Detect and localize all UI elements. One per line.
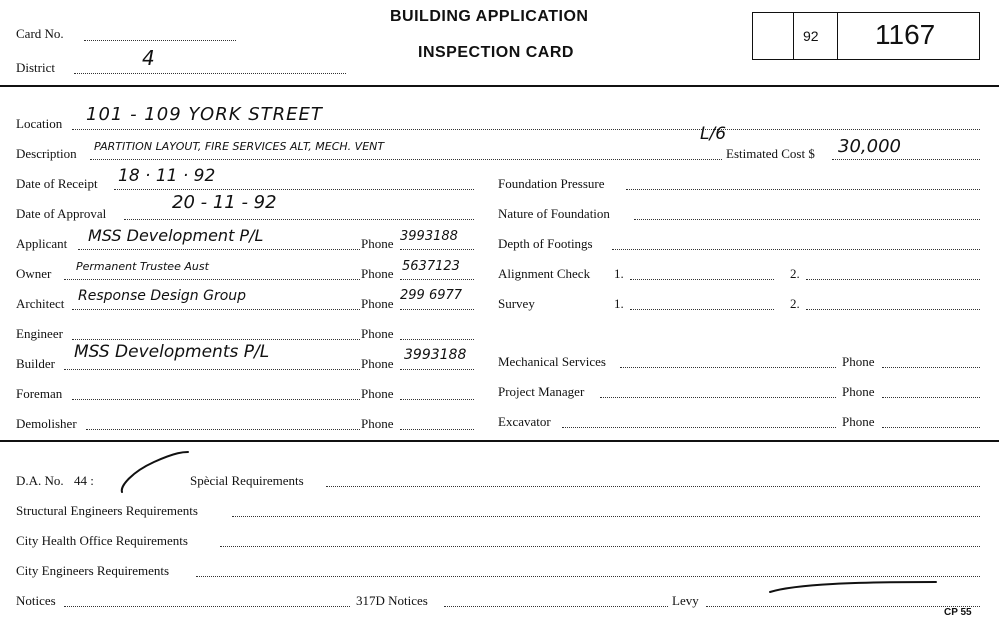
alignment-1-line bbox=[630, 279, 774, 280]
alignment-2-label: 2. bbox=[790, 266, 800, 281]
box-number: 1167 bbox=[875, 19, 936, 50]
location-value: 101 - 109 YORK STREET bbox=[86, 104, 323, 125]
survey-label: Survey bbox=[498, 296, 535, 311]
project-manager-label: Project Manager bbox=[498, 384, 585, 399]
mechanical-phone-label: Phone bbox=[842, 354, 875, 369]
architect-value: Response Design Group bbox=[78, 288, 247, 304]
special-requirements-label: Spècial Requirements bbox=[190, 473, 304, 488]
levy-label: Levy bbox=[672, 593, 699, 608]
form-title-line2: INSPECTION CARD bbox=[418, 44, 574, 61]
builder-phone-line bbox=[400, 369, 474, 370]
applicant-phone-line bbox=[400, 249, 474, 250]
survey-2-label: 2. bbox=[790, 296, 800, 311]
date-receipt-label: Date of Receipt bbox=[16, 176, 98, 191]
notices-317d-line bbox=[444, 606, 668, 607]
foreman-phone-line bbox=[400, 399, 474, 400]
estimated-cost-line bbox=[832, 159, 980, 160]
mechanical-services-label: Mechanical Services bbox=[498, 354, 606, 369]
builder-line bbox=[64, 369, 360, 370]
foreman-phone-label: Phone bbox=[361, 386, 394, 401]
estimated-cost-value: 30,000 bbox=[838, 136, 901, 157]
box-year: 92 bbox=[803, 28, 819, 44]
owner-label: Owner bbox=[16, 266, 52, 281]
architect-phone-line bbox=[400, 309, 474, 310]
owner-line bbox=[64, 279, 360, 280]
architect-label: Architect bbox=[16, 296, 65, 311]
excavator-phone-label: Phone bbox=[842, 414, 875, 429]
builder-phone-label: Phone bbox=[361, 356, 394, 371]
project-manager-phone-line bbox=[882, 397, 980, 398]
mechanical-phone-line bbox=[882, 367, 980, 368]
mechanical-services-line bbox=[620, 367, 836, 368]
owner-value: Permanent Trustee Aust bbox=[76, 260, 209, 273]
depth-footings-line bbox=[612, 249, 980, 250]
details-divider bbox=[0, 440, 999, 442]
description-label: Description bbox=[16, 146, 77, 161]
engineer-phone-line bbox=[400, 339, 474, 340]
excavator-line bbox=[562, 427, 836, 428]
da-no-label: D.A. No. bbox=[16, 473, 64, 488]
reference-boxes bbox=[752, 12, 980, 60]
date-receipt-line bbox=[114, 189, 474, 190]
builder-value: MSS Developments P/L bbox=[74, 342, 270, 362]
notices-label: Notices bbox=[16, 593, 56, 608]
levy-stroke bbox=[766, 576, 942, 602]
owner-phone-label: Phone bbox=[361, 266, 394, 281]
card-no-label: Card No. bbox=[16, 26, 64, 41]
excavator-label: Excavator bbox=[498, 414, 551, 429]
description-value: PARTITION LAYOUT, FIRE SERVICES ALT, MECH. VENT bbox=[94, 140, 385, 153]
engineer-phone-label: Phone bbox=[361, 326, 394, 341]
demolisher-phone-line bbox=[400, 429, 474, 430]
district-line bbox=[74, 73, 346, 74]
survey-2-line bbox=[806, 309, 980, 310]
notices-317d-label: 317D Notices bbox=[356, 593, 428, 608]
engineer-line bbox=[72, 339, 360, 340]
notices-line bbox=[64, 606, 350, 607]
demolisher-phone-label: Phone bbox=[361, 416, 394, 431]
da-no-value: 44 : bbox=[74, 473, 94, 488]
city-engineers-label: City Engineers Requirements bbox=[16, 563, 170, 578]
alignment-check-label: Alignment Check bbox=[498, 266, 591, 281]
architect-line bbox=[72, 309, 360, 310]
date-approval-value: 20 - 11 - 92 bbox=[172, 192, 277, 213]
applicant-line bbox=[78, 249, 360, 250]
alignment-2-line bbox=[806, 279, 980, 280]
date-approval-label: Date of Approval bbox=[16, 206, 107, 221]
form-title-line1: BUILDING APPLICATION bbox=[390, 8, 589, 25]
builder-phone-value: 3993188 bbox=[404, 347, 467, 363]
location-label: Location bbox=[16, 116, 63, 131]
demolisher-label: Demolisher bbox=[16, 416, 77, 431]
foreman-label: Foreman bbox=[16, 386, 63, 401]
structural-requirements-line bbox=[232, 516, 980, 517]
applicant-value: MSS Development P/L bbox=[88, 226, 264, 245]
description-note: L/6 bbox=[700, 124, 727, 144]
date-approval-line bbox=[124, 219, 474, 220]
owner-phone-line bbox=[400, 279, 474, 280]
nature-foundation-line bbox=[634, 219, 980, 220]
district-label: District bbox=[16, 60, 55, 75]
estimated-cost-label: Estimated Cost $ bbox=[726, 146, 815, 161]
city-health-line bbox=[220, 546, 980, 547]
survey-1-label: 1. bbox=[614, 296, 624, 311]
nature-foundation-label: Nature of Foundation bbox=[498, 206, 610, 221]
form-code: CP 55 bbox=[944, 607, 972, 618]
foreman-line bbox=[72, 399, 360, 400]
applicant-label: Applicant bbox=[16, 236, 68, 251]
applicant-phone-label: Phone bbox=[361, 236, 394, 251]
demolisher-line bbox=[86, 429, 360, 430]
depth-footings-label: Depth of Footings bbox=[498, 236, 593, 251]
location-line bbox=[72, 129, 980, 130]
description-line bbox=[90, 159, 722, 160]
structural-requirements-label: Structural Engineers Requirements bbox=[16, 503, 198, 518]
date-receipt-value: 18 · 11 · 92 bbox=[118, 166, 216, 186]
excavator-phone-line bbox=[882, 427, 980, 428]
header-divider bbox=[0, 85, 999, 87]
builder-label: Builder bbox=[16, 356, 55, 371]
survey-1-line bbox=[630, 309, 774, 310]
card-no-line bbox=[84, 40, 236, 41]
district-value: 4 bbox=[142, 46, 155, 70]
special-requirements-line bbox=[326, 486, 980, 487]
foundation-pressure-label: Foundation Pressure bbox=[498, 176, 605, 191]
owner-phone-value: 5637123 bbox=[402, 259, 460, 274]
engineer-label: Engineer bbox=[16, 326, 63, 341]
checkmark-stroke bbox=[114, 448, 194, 496]
levy-line bbox=[706, 606, 980, 607]
project-manager-line bbox=[600, 397, 836, 398]
city-health-label: City Health Office Requirements bbox=[16, 533, 188, 548]
alignment-1-label: 1. bbox=[614, 266, 624, 281]
project-manager-phone-label: Phone bbox=[842, 384, 875, 399]
architect-phone-value: 299 6977 bbox=[400, 288, 463, 303]
foundation-pressure-line bbox=[626, 189, 980, 190]
architect-phone-label: Phone bbox=[361, 296, 394, 311]
applicant-phone-value: 3993188 bbox=[400, 229, 458, 244]
